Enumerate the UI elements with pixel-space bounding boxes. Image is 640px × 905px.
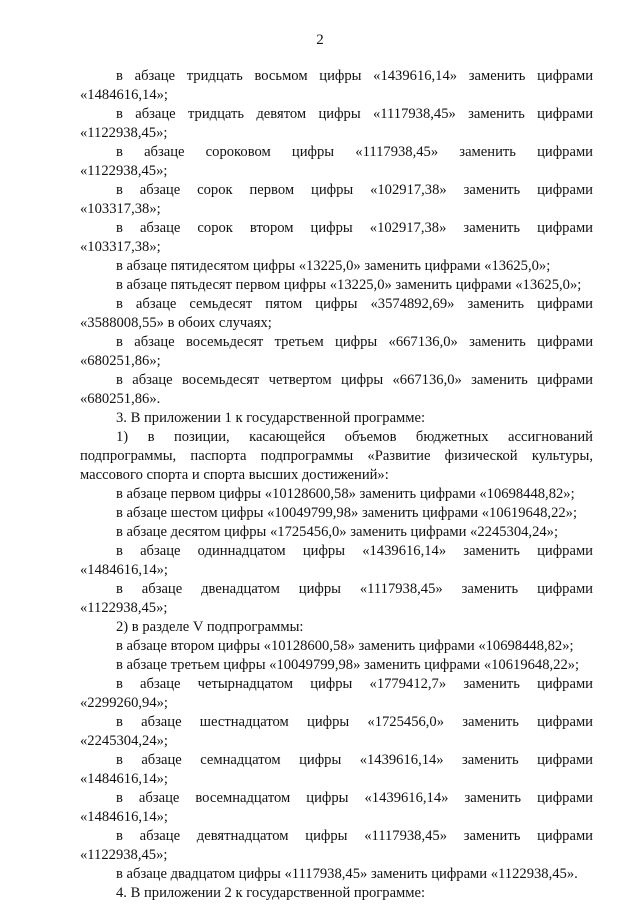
paragraph (80, 333, 593, 371)
paragraph (80, 67, 593, 105)
text-line: в абзаце семнадцатом цифры «1439616,14» заменить цифрами (116, 752, 593, 768)
paragraph (80, 428, 593, 485)
paragraph (80, 181, 593, 219)
text-line: в абзаце четырнадцатом цифры «1779412,7» заменить цифрами (116, 676, 593, 692)
text-line: в абзаце сорок втором цифры «102917,38» заменить цифрами (116, 220, 593, 236)
text-line: «1122938,45»; (80, 847, 168, 863)
paragraph (80, 884, 593, 903)
text-line: подпрограммы, паспорта подпрограммы «Развитие физической культуры, (80, 448, 593, 464)
text-line: 1) в позиции, касающейся объемов бюджетных ассигнований (116, 429, 593, 445)
text-line: «1484616,14»; (80, 809, 168, 825)
text-line: «3588008,55» в обоих случаях; (80, 315, 272, 331)
paragraph (80, 542, 593, 580)
paragraph (80, 865, 593, 884)
text-line: в абзаце третьем цифры «10049799,98» заменить цифрами «10619648,22»; (116, 657, 580, 673)
text-line: в абзаце сорок первом цифры «102917,38» заменить цифрами (116, 182, 593, 198)
text-line: в абзаце восемьдесят третьем цифры «667136,0» заменить цифрами (116, 334, 593, 350)
text-line: в абзаце девятнадцатом цифры «1117938,45» заменить цифрами (116, 828, 593, 844)
text-line: в абзаце шестом цифры «10049799,98» заменить цифрами «10619648,22»; (116, 505, 578, 521)
page-number: 2 (316, 32, 324, 48)
paragraph (80, 751, 593, 789)
text-line: в абзаце восемнадцатом цифры «1439616,14» заменить цифрами (116, 790, 593, 806)
paragraph (80, 409, 593, 428)
paragraph (80, 485, 593, 504)
text-line: в абзаце семьдесят пятом цифры «3574892,69» заменить цифрами (116, 296, 593, 312)
paragraph (80, 371, 593, 409)
paragraph (80, 219, 593, 257)
text-line: «1484616,14»; (80, 562, 168, 578)
paragraph (80, 295, 593, 333)
paragraph (80, 143, 593, 181)
text-line: в абзаце тридцать восьмом цифры «1439616,14» заменить цифрами (116, 68, 593, 84)
text-line: в абзаце сороковом цифры «1117938,45» заменить цифрами (116, 144, 593, 160)
text-line: массового спорта и спорта высших достижений»: (80, 467, 389, 483)
text-line: «680251,86»; (80, 353, 161, 369)
paragraph (80, 257, 593, 276)
text-line: в абзаце десятом цифры «1725456,0» заменить цифрами «2245304,24»; (116, 524, 559, 540)
text-line: «1122938,45»; (80, 125, 168, 141)
text-line: в абзаце тридцать девятом цифры «1117938,45» заменить цифрами (116, 106, 593, 122)
text-line: в абзаце пятидесятом цифры «13225,0» заменить цифрами «13625,0»; (116, 258, 551, 274)
paragraph (80, 276, 593, 295)
text-line: в абзаце пятьдесят первом цифры «13225,0» заменить цифрами «13625,0»; (116, 277, 582, 293)
document-body (80, 67, 593, 903)
text-line: «1122938,45»; (80, 163, 168, 179)
text-line: «1122938,45»; (80, 600, 168, 616)
text-line: 3. В приложении 1 к государственной программе: (116, 410, 426, 426)
text-line: 2) в разделе V подпрограммы: (116, 619, 304, 635)
text-line: «680251,86». (80, 391, 161, 407)
text-line: в абзаце восемьдесят четвертом цифры «667136,0» заменить цифрами (116, 372, 593, 388)
text-line: «103317,38»; (80, 201, 161, 217)
text-line: в абзаце двадцатом цифры «1117938,45» заменить цифрами «1122938,45». (116, 866, 578, 882)
text-line: в абзаце одиннадцатом цифры «1439616,14» заменить цифрами (116, 543, 593, 559)
text-line: в абзаце двенадцатом цифры «1117938,45» заменить цифрами (116, 581, 593, 597)
paragraph (80, 637, 593, 656)
paragraph (80, 523, 593, 542)
text-line: в абзаце первом цифры «10128600,58» заменить цифрами «10698448,82»; (116, 486, 575, 502)
text-line: «2299260,94»; (80, 695, 168, 711)
paragraph (80, 656, 593, 675)
text-line: в абзаце втором цифры «10128600,58» заменить цифрами «10698448,82»; (116, 638, 574, 654)
text-line: «1484616,14»; (80, 771, 168, 787)
paragraph (80, 827, 593, 865)
text-line: «2245304,24»; (80, 733, 168, 749)
text-line: в абзаце шестнадцатом цифры «1725456,0» заменить цифрами (116, 714, 593, 730)
paragraph (80, 713, 593, 751)
paragraph (80, 618, 593, 637)
paragraph (80, 105, 593, 143)
text-line: «103317,38»; (80, 239, 161, 255)
paragraph (80, 789, 593, 827)
paragraph (80, 675, 593, 713)
paragraph (80, 580, 593, 618)
text-line: 4. В приложении 2 к государственной программе: (116, 885, 426, 901)
text-line: «1484616,14»; (80, 87, 168, 103)
paragraph (80, 504, 593, 523)
